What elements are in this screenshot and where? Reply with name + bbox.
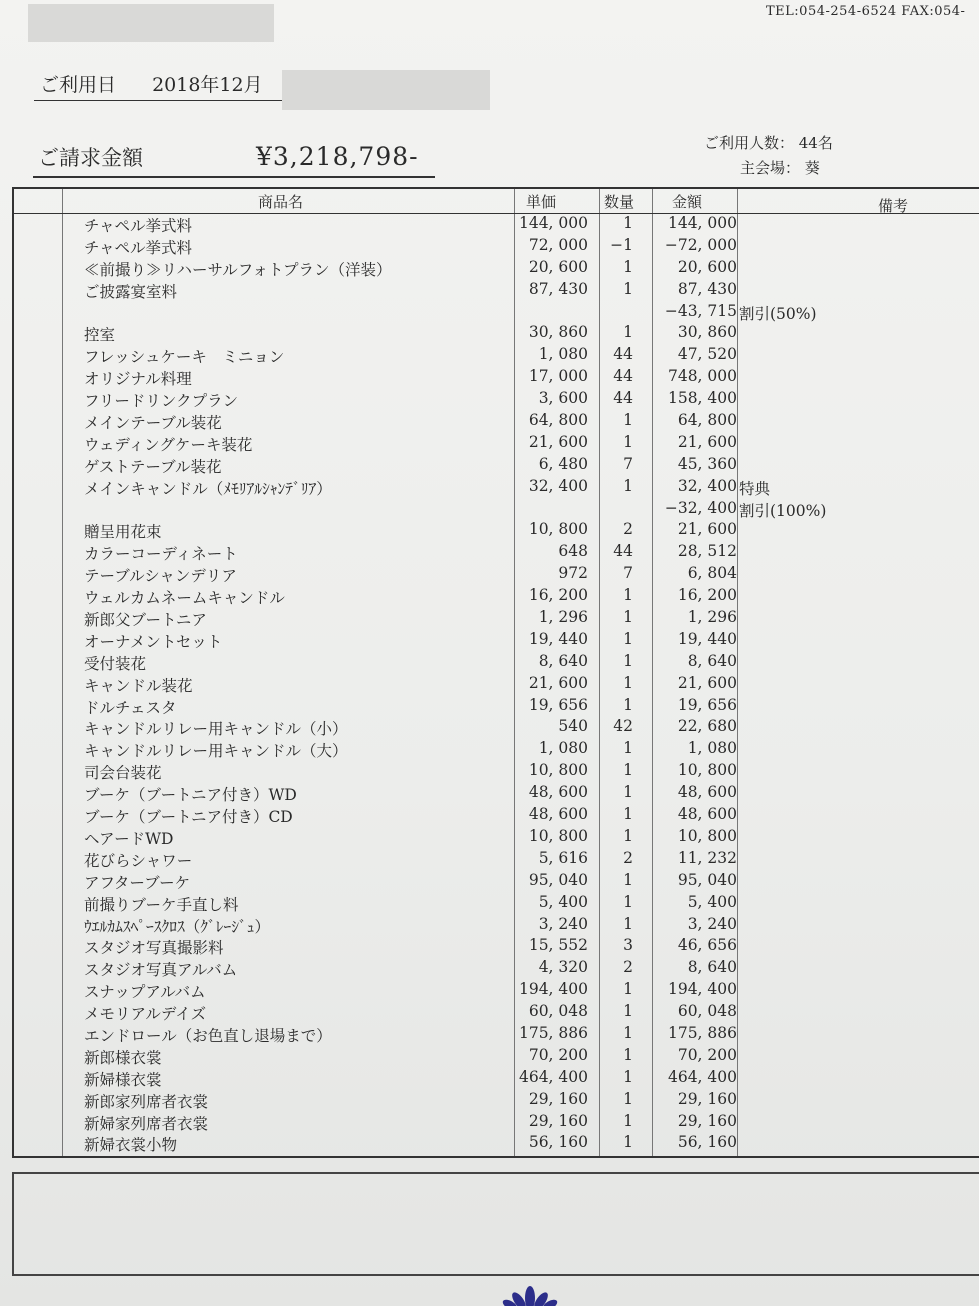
table-row [14, 1045, 979, 1067]
amount: 748, 000 [667, 367, 737, 386]
table-row [14, 892, 979, 914]
unit-price: 3, 240 [538, 914, 588, 933]
table-row [14, 519, 979, 541]
item-name: 受付装花 [84, 654, 147, 673]
quantity: 1 [623, 783, 633, 802]
table-row [14, 1067, 979, 1089]
unit-price: 21, 600 [528, 432, 588, 451]
note: 割引(50%) [739, 304, 817, 323]
item-name: 贈呈用花束 [84, 523, 162, 542]
amount: 29, 160 [677, 1089, 737, 1108]
item-name: ≪前撮り≫リハーサルフォトプラン（洋装） [84, 260, 392, 279]
quantity: 42 [613, 717, 633, 736]
table-row [14, 782, 979, 804]
amount: 5, 400 [687, 892, 737, 911]
quantity: 1 [623, 432, 633, 451]
item-name: ドルチェスタ [84, 698, 177, 717]
amount: 32, 400 [677, 476, 737, 495]
amount: 45, 360 [677, 454, 737, 473]
item-name: ゲストテーブル装花 [84, 457, 222, 476]
unit-price: 1, 080 [538, 739, 588, 758]
unit-price: 540 [558, 717, 588, 736]
header-note: 備考 [878, 197, 909, 215]
item-name: 花びらシャワー [84, 851, 193, 870]
amount: 10, 800 [677, 826, 737, 845]
item-name: 新婦様衣裳 [84, 1070, 162, 1089]
amount: 6, 804 [687, 564, 737, 583]
quantity: 1 [623, 695, 633, 714]
unit-price: 29, 160 [528, 1111, 588, 1130]
table-row [14, 1023, 979, 1045]
table-row [14, 804, 979, 826]
amount: 60, 048 [677, 1002, 737, 1021]
unit-price: 5, 616 [538, 848, 588, 867]
item-name: メインテーブル装花 [84, 414, 222, 433]
unit-price: 648 [558, 542, 588, 561]
quantity: 1 [623, 651, 633, 670]
item-name: 新婦衣裳小物 [84, 1136, 178, 1155]
item-name: メモリアルデイズ [84, 1005, 207, 1024]
item-name: チャペル挙式料 [84, 238, 193, 257]
header-price: 単価 [526, 193, 557, 211]
table-row [14, 607, 979, 629]
amount: 56, 160 [677, 1133, 737, 1152]
billing-amount: ¥3,218,798- [256, 142, 419, 171]
table-row [14, 213, 979, 235]
table-row [14, 235, 979, 257]
amount: 29, 160 [677, 1111, 737, 1130]
unit-price: 72, 000 [528, 235, 588, 254]
table-row [14, 388, 979, 410]
usage-date [40, 70, 263, 97]
quantity: 44 [613, 389, 633, 408]
quantity: 1 [623, 608, 633, 627]
unit-price: 16, 200 [528, 586, 588, 605]
amount: 8, 640 [687, 651, 737, 670]
table-row [14, 541, 979, 563]
table-row [14, 629, 979, 651]
redacted-name-block [282, 70, 490, 110]
header-qty: 数量 [604, 193, 635, 211]
table-row [14, 760, 979, 782]
table-row [14, 301, 979, 323]
item-name: エンドロール（お色直し退場まで） [84, 1026, 332, 1045]
amount: 95, 040 [677, 870, 737, 889]
amount: 8, 640 [687, 958, 737, 977]
quantity: 1 [623, 586, 633, 605]
table-body [14, 213, 979, 1154]
table-row [14, 1001, 979, 1023]
item-name: スタジオ写真アルバム [84, 961, 238, 980]
table-row [14, 498, 979, 520]
item-name: フリードリンクプラン [84, 392, 239, 411]
table-row [14, 366, 979, 388]
unit-price: 95, 040 [528, 870, 588, 889]
quantity: 1 [623, 1133, 633, 1152]
amount: 194, 400 [667, 980, 737, 999]
unit-price: 175, 886 [518, 1023, 588, 1042]
unit-price: 10, 800 [528, 826, 588, 845]
unit-price: 464, 400 [518, 1067, 588, 1086]
unit-price: 194, 400 [518, 980, 588, 999]
unit-price: 4, 320 [538, 958, 588, 977]
quantity: 1 [623, 1067, 633, 1086]
unit-price: 17, 000 [528, 367, 588, 386]
item-name: キャンドルリレー用キャンドル（大） [84, 742, 348, 761]
unit-price: 48, 600 [528, 805, 588, 824]
table-row [14, 914, 979, 936]
table-row [14, 826, 979, 848]
amount: 21, 600 [677, 520, 737, 539]
quantity: 1 [623, 980, 633, 999]
amount: 22, 680 [677, 717, 737, 736]
table-header [14, 189, 979, 214]
quantity: 1 [623, 1045, 633, 1064]
item-name: 新婦家列席者衣裳 [84, 1114, 209, 1133]
quantity: 1 [623, 411, 633, 430]
billing-line [38, 142, 419, 172]
quantity: 1 [623, 805, 633, 824]
unit-price: 972 [558, 564, 588, 583]
amount: 87, 430 [677, 279, 737, 298]
item-name: 新郎父ブートニア [84, 611, 207, 630]
table-row [14, 673, 979, 695]
amount: 64, 800 [677, 411, 737, 430]
item-name: 新郎様衣裳 [84, 1048, 162, 1067]
item-name: ご披露宴室料 [84, 282, 178, 301]
table-row [14, 432, 979, 454]
note: 割引(100%) [739, 501, 827, 520]
amount: 175, 886 [667, 1023, 737, 1042]
contact-info: TEL:054-254-6524 FAX:054- [766, 4, 966, 19]
table-row [14, 1132, 979, 1154]
quantity: 1 [623, 323, 633, 342]
unit-price: 32, 400 [528, 476, 588, 495]
amount: 19, 656 [677, 695, 737, 714]
unit-price: 144, 000 [518, 214, 588, 232]
item-name: ブーケ（ブートニア付き）WD [84, 786, 297, 805]
table-row [14, 1089, 979, 1111]
table-row [14, 716, 979, 738]
billing-label: ご請求金額 [38, 146, 143, 170]
usage-date-label: ご利用日 [40, 74, 117, 96]
table-row [14, 738, 979, 760]
unit-price: 5, 400 [538, 892, 588, 911]
unit-price: 30, 860 [528, 323, 588, 342]
unit-price: 1, 296 [538, 608, 588, 627]
item-name: メインキャンドル（ﾒﾓﾘｱﾙｼｬﾝﾃﾞﾘｱ） [84, 479, 332, 498]
quantity: 1 [623, 279, 633, 298]
quantity: 1 [623, 892, 633, 911]
item-name: フレッシュケーキ ミニョン [84, 348, 285, 367]
item-name: オーナメントセット [84, 632, 223, 651]
amount: 21, 600 [677, 673, 737, 692]
table-row [14, 454, 979, 476]
quantity: 2 [623, 958, 633, 977]
item-name: 前撮りブーケ手直し料 [84, 895, 239, 914]
amount: 10, 800 [677, 761, 737, 780]
item-name: 新郎家列席者衣裳 [84, 1092, 209, 1111]
unit-price: 15, 552 [528, 936, 588, 955]
amount: 21, 600 [677, 432, 737, 451]
table-row [14, 651, 979, 673]
quantity: 1 [623, 1023, 633, 1042]
quantity: 1 [623, 1111, 633, 1130]
usage-date-value: 2018年12月 [152, 74, 263, 96]
unit-price: 21, 600 [528, 673, 588, 692]
amount: −43, 715 [664, 301, 737, 320]
item-name: テーブルシャンデリア [84, 567, 237, 586]
quantity: 2 [623, 848, 633, 867]
table-row [14, 257, 979, 279]
header-name: 商品名 [258, 193, 304, 211]
unit-price: 64, 800 [528, 411, 588, 430]
amount: 70, 200 [677, 1045, 737, 1064]
quantity: 1 [623, 673, 633, 692]
amount: 16, 200 [677, 586, 737, 605]
quantity: 1 [623, 214, 633, 232]
item-name: ｳｴﾙｶﾑｽﾍﾟｰｽｸﾛｽ（ｸﾞﾚｰｼﾞｭ） [84, 917, 271, 936]
item-name: チャペル挙式料 [84, 217, 193, 235]
table-row [14, 563, 979, 585]
amount: 464, 400 [667, 1067, 737, 1086]
billing-underline [33, 176, 435, 178]
quantity: 7 [623, 454, 633, 473]
item-name: 控室 [84, 326, 116, 345]
table-row [14, 1111, 979, 1133]
usage-date-underline [34, 100, 282, 101]
unit-price: 29, 160 [528, 1089, 588, 1108]
remarks-box [12, 1172, 979, 1276]
venue-name: 主会場： 葵 [740, 159, 820, 177]
table-row [14, 979, 979, 1001]
amount: 20, 600 [677, 257, 737, 276]
quantity: 44 [613, 542, 633, 561]
amount: 1, 296 [687, 608, 737, 627]
unit-price: 56, 160 [528, 1133, 588, 1152]
table-row [14, 848, 979, 870]
quantity: 1 [623, 257, 633, 276]
amount: 11, 232 [677, 848, 737, 867]
item-name: アフターブーケ [84, 873, 191, 892]
quantity: 1 [623, 1089, 633, 1108]
table-row [14, 957, 979, 979]
table-row [14, 695, 979, 717]
item-name: 司会台装花 [84, 764, 162, 783]
unit-price: 19, 440 [528, 629, 588, 648]
redacted-header-block [28, 4, 274, 42]
quantity: 2 [623, 520, 633, 539]
item-name: カラーコーディネート [84, 545, 238, 564]
amount: 19, 440 [677, 629, 737, 648]
unit-price: 20, 600 [528, 257, 588, 276]
amount: 158, 400 [667, 389, 737, 408]
amount: −72, 000 [664, 235, 737, 254]
amount: −32, 400 [664, 498, 737, 517]
amount: 3, 240 [687, 914, 737, 933]
quantity: 44 [613, 345, 633, 364]
flower-logo-icon [500, 1284, 560, 1306]
amount: 47, 520 [677, 345, 737, 364]
unit-price: 6, 480 [538, 454, 588, 473]
quantity: 1 [623, 1002, 633, 1021]
item-name: スタジオ写真撮影料 [84, 939, 224, 958]
persons-count: ご利用人数： 44名 [704, 134, 833, 152]
quantity: −1 [610, 235, 633, 254]
amount: 30, 860 [677, 323, 737, 342]
unit-price: 60, 048 [528, 1002, 588, 1021]
unit-price: 70, 200 [528, 1045, 588, 1064]
table-row [14, 476, 979, 498]
unit-price: 48, 600 [528, 783, 588, 802]
item-name: ウェディングケーキ装花 [84, 435, 253, 454]
item-name: ブーケ（ブートニア付き）CD [84, 808, 293, 827]
unit-price: 19, 656 [528, 695, 588, 714]
invoice-table [12, 187, 979, 1158]
unit-price: 8, 640 [538, 651, 588, 670]
quantity: 44 [613, 367, 633, 386]
quantity: 1 [623, 826, 633, 845]
amount: 1, 080 [687, 739, 737, 758]
amount: 48, 600 [677, 805, 737, 824]
item-name: キャンドル装花 [84, 676, 193, 695]
unit-price: 10, 800 [528, 761, 588, 780]
table-row [14, 322, 979, 344]
amount: 48, 600 [677, 783, 737, 802]
table-row [14, 935, 979, 957]
item-name: キャンドルリレー用キャンドル（小） [84, 720, 348, 739]
amount: 144, 000 [667, 214, 737, 232]
amount: 46, 656 [677, 936, 737, 955]
note: 特典 [739, 479, 771, 498]
table-row [14, 344, 979, 366]
quantity: 3 [623, 936, 633, 955]
quantity: 1 [623, 870, 633, 889]
unit-price: 10, 800 [528, 520, 588, 539]
unit-price: 3, 600 [538, 389, 588, 408]
item-name: ヘアードWD [84, 829, 174, 848]
amount: 28, 512 [677, 542, 737, 561]
quantity: 7 [623, 564, 633, 583]
table-row [14, 585, 979, 607]
table-row [14, 279, 979, 301]
table-row [14, 870, 979, 892]
header-amount: 金額 [672, 193, 703, 211]
unit-price: 87, 430 [528, 279, 588, 298]
item-name: スナップアルバム [84, 983, 206, 1002]
quantity: 1 [623, 476, 633, 495]
quantity: 1 [623, 739, 633, 758]
table-row [14, 410, 979, 432]
quantity: 1 [623, 914, 633, 933]
unit-price: 1, 080 [538, 345, 588, 364]
quantity: 1 [623, 629, 633, 648]
quantity: 1 [623, 761, 633, 780]
item-name: オリジナル料理 [84, 370, 192, 389]
item-name: ウェルカムネームキャンドル [84, 589, 285, 608]
